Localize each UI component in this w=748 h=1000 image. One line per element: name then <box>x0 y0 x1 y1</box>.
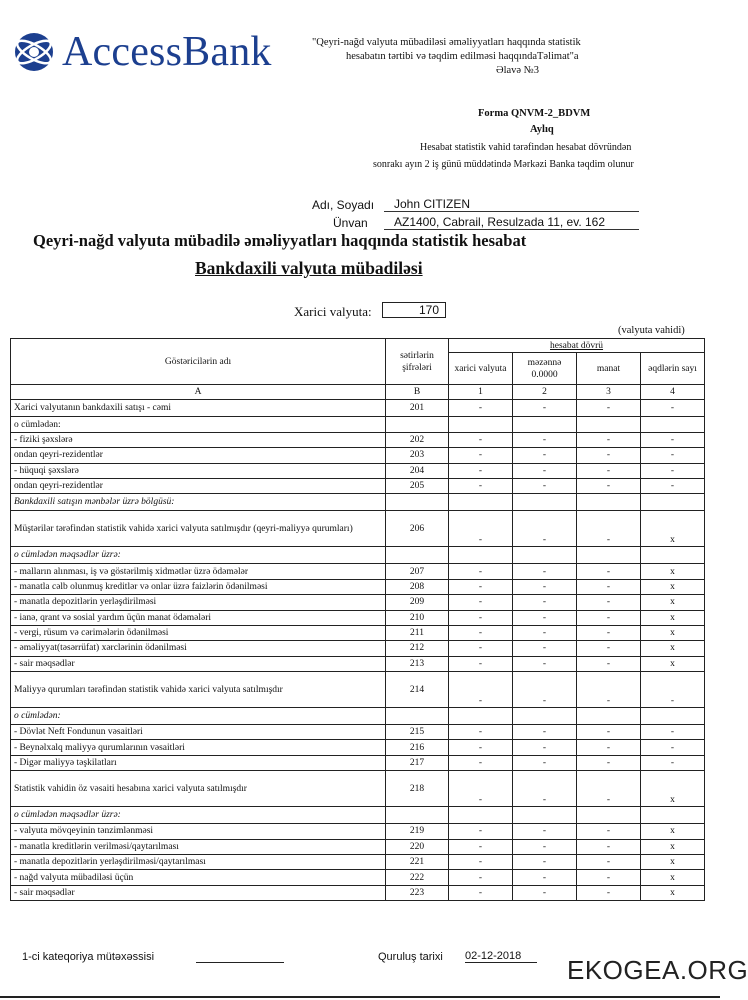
row-code: 204 <box>386 463 449 478</box>
address-label: Ünvan <box>333 216 368 230</box>
row-label: o cümlədən məqsədlər üzrə: <box>11 547 386 564</box>
row-value-cell <box>577 417 641 432</box>
row-label: Xarici valyutanın bankdaxili satışı - cəmi <box>11 400 386 417</box>
row-code: 213 <box>386 656 449 671</box>
name-label: Adı, Soyadı <box>312 198 375 212</box>
row-code: 222 <box>386 870 449 885</box>
row-value-cell: x <box>641 610 705 625</box>
row-value-cell: - <box>513 511 577 547</box>
currency-label: Xarici valyuta: <box>294 304 372 319</box>
form-info-line1: Hesabat statistik vahid tərəfindən hesabat dövründən <box>420 142 632 153</box>
header-exchange-rate <box>513 353 577 385</box>
row-value-cell <box>513 417 577 432</box>
row-value-cell <box>449 417 513 432</box>
row-label: ondan qeyri-rezidentlər <box>11 448 386 463</box>
row-code: 207 <box>386 564 449 579</box>
row-label: - manatla kreditlərin verilməsi/qaytarılması <box>11 839 386 854</box>
row-code: 209 <box>386 595 449 610</box>
table-row <box>11 824 705 839</box>
header-note-line2: hesabatın tərtibi və təqdim edilməsi haqqındaTəlimat"a <box>346 51 579 62</box>
currency-unit: (valyuta vahidi) <box>618 325 685 336</box>
row-value-cell: - <box>577 740 641 755</box>
row-value-cell: x <box>641 564 705 579</box>
row-code: 206 <box>386 511 449 547</box>
row-value-cell: - <box>449 564 513 579</box>
column-index-row <box>11 385 705 400</box>
row-label: - manatla depozitlərin yerləşdirilməsi/qaytarılması <box>11 855 386 870</box>
column-index-cell: 1 <box>449 385 513 400</box>
row-value-cell: - <box>449 824 513 839</box>
row-value-cell: - <box>577 839 641 854</box>
row-value-cell: - <box>641 478 705 493</box>
row-label: ondan qeyri-rezidentlər <box>11 478 386 493</box>
row-value-cell: x <box>641 870 705 885</box>
table-row <box>11 885 705 900</box>
row-label: - Dövlət Neft Fondunun vəsaitləri <box>11 725 386 740</box>
row-value-cell: - <box>449 672 513 708</box>
row-code: 216 <box>386 740 449 755</box>
row-value-cell: - <box>513 448 577 463</box>
row-value-cell: - <box>513 839 577 854</box>
row-value-cell: - <box>513 725 577 740</box>
table-row <box>11 839 705 854</box>
row-code: 221 <box>386 855 449 870</box>
row-value-cell: - <box>449 870 513 885</box>
row-value-cell <box>577 708 641 725</box>
row-code: 202 <box>386 432 449 447</box>
row-value-cell: - <box>577 400 641 417</box>
row-value-cell: - <box>513 564 577 579</box>
table-row <box>11 564 705 579</box>
row-value-cell: - <box>641 672 705 708</box>
row-value-cell: - <box>513 885 577 900</box>
row-value-cell: - <box>577 656 641 671</box>
row-value-cell: x <box>641 839 705 854</box>
row-code: 220 <box>386 839 449 854</box>
row-code: 208 <box>386 579 449 594</box>
row-value-cell: x <box>641 579 705 594</box>
header-reporting-period: hesabat dövrü <box>449 339 705 353</box>
report-subtitle: Bankdaxili valyuta mübadiləsi <box>195 258 423 278</box>
header-foreign-currency: xarici valyuta <box>449 353 513 385</box>
row-value-cell: - <box>449 478 513 493</box>
row-value-cell: - <box>641 725 705 740</box>
bottom-divider <box>0 996 720 998</box>
row-label: - hüquqi şəxslərə <box>11 463 386 478</box>
table-row <box>11 771 705 807</box>
table-row <box>11 625 705 640</box>
table-row <box>11 511 705 547</box>
table-row <box>11 400 705 417</box>
row-value-cell <box>641 417 705 432</box>
row-value-cell: x <box>641 641 705 656</box>
row-value-cell: - <box>513 610 577 625</box>
row-value-cell: - <box>449 400 513 417</box>
row-label: Maliyyə qurumları tərəfindən statistik vahidə xarici valyuta satılmışdır <box>11 672 386 708</box>
row-label: - fiziki şəxslərə <box>11 432 386 447</box>
row-value-cell: - <box>577 672 641 708</box>
table-row <box>11 855 705 870</box>
row-value-cell: - <box>577 771 641 807</box>
table-row <box>11 463 705 478</box>
row-value-cell <box>641 708 705 725</box>
table-row <box>11 494 705 511</box>
row-value-cell: - <box>513 672 577 708</box>
row-code <box>386 708 449 725</box>
row-value-cell: - <box>513 870 577 885</box>
report-table <box>10 338 705 901</box>
row-value-cell: - <box>449 511 513 547</box>
row-value-cell <box>513 547 577 564</box>
row-value-cell: - <box>577 870 641 885</box>
report-title: Qeyri-nağd valyuta mübadilə əməliyyatları haqqında statistik hesabat <box>33 231 527 250</box>
table-row <box>11 656 705 671</box>
row-label: - əməliyyat(təsərrüfat) xərclərinin ödənilməsi <box>11 641 386 656</box>
table-row <box>11 672 705 708</box>
row-value-cell: - <box>577 579 641 594</box>
watermark: EKOGEA.ORG <box>567 955 748 985</box>
row-value-cell: - <box>449 463 513 478</box>
row-code: 201 <box>386 400 449 417</box>
row-code <box>386 547 449 564</box>
row-code: 212 <box>386 641 449 656</box>
form-info-line2: sonrakı ayın 2 iş günü müddətində Mərkəzi Banka təqdim olunur <box>373 159 634 170</box>
row-code: 210 <box>386 610 449 625</box>
row-label: Bankdaxili satışın mənbələr üzrə bölgüsü: <box>11 494 386 511</box>
row-value-cell: x <box>641 656 705 671</box>
row-value-cell: - <box>577 725 641 740</box>
form-period: Aylıq <box>530 124 554 135</box>
row-value-cell: - <box>449 432 513 447</box>
row-value-cell: - <box>513 641 577 656</box>
creation-date-label: Quruluş tarixi <box>378 951 443 963</box>
logo-text: AccessBank <box>62 29 272 75</box>
row-code: 219 <box>386 824 449 839</box>
row-value-cell: - <box>641 755 705 770</box>
row-code: 211 <box>386 625 449 640</box>
row-code: 205 <box>386 478 449 493</box>
row-label: - valyuta mövqeyinin tənzimlənməsi <box>11 824 386 839</box>
row-value-cell <box>449 494 513 511</box>
table-row <box>11 595 705 610</box>
row-value-cell <box>513 494 577 511</box>
name-value: John CITIZEN <box>384 197 639 212</box>
row-value-cell: x <box>641 824 705 839</box>
column-index-cell: 2 <box>513 385 577 400</box>
row-value-cell <box>513 708 577 725</box>
row-value-cell: - <box>513 855 577 870</box>
row-code: 217 <box>386 755 449 770</box>
row-value-cell: - <box>513 463 577 478</box>
row-value-cell: - <box>513 625 577 640</box>
row-value-cell: - <box>513 432 577 447</box>
table-row <box>11 755 705 770</box>
row-value-cell: - <box>449 579 513 594</box>
row-value-cell: - <box>449 755 513 770</box>
row-value-cell: - <box>449 839 513 854</box>
row-value-cell: - <box>449 771 513 807</box>
accessbank-globe-icon <box>12 30 56 74</box>
table-row <box>11 478 705 493</box>
row-value-cell: - <box>641 463 705 478</box>
row-label: - sair məqsədlər <box>11 885 386 900</box>
row-code <box>386 417 449 432</box>
header-indicator-name: Göstəricilərin adı <box>11 339 386 385</box>
row-value-cell <box>449 708 513 725</box>
row-value-cell: - <box>449 885 513 900</box>
table-row <box>11 610 705 625</box>
row-label: - manatla depozitlərin yerləşdirilməsi <box>11 595 386 610</box>
row-code: 218 <box>386 771 449 807</box>
row-label: - nağd valyuta mübadiləsi üçün <box>11 870 386 885</box>
row-code: 203 <box>386 448 449 463</box>
table-row <box>11 740 705 755</box>
row-value-cell: - <box>577 511 641 547</box>
table-row <box>11 708 705 725</box>
row-value-cell <box>513 807 577 824</box>
table-row <box>11 417 705 432</box>
row-value-cell: - <box>449 610 513 625</box>
row-value-cell: - <box>641 448 705 463</box>
row-value-cell: - <box>577 824 641 839</box>
table-row <box>11 807 705 824</box>
form-code: Forma QNVM-2_BDVM <box>478 108 591 119</box>
row-value-cell: - <box>577 885 641 900</box>
column-index-cell: B <box>386 385 449 400</box>
row-value-cell: - <box>513 595 577 610</box>
row-label: - ianə, qrant və sosial yardım üçün manat ödəmələri <box>11 610 386 625</box>
row-value-cell: - <box>449 855 513 870</box>
row-label: Statistik vahidin öz vəsaiti hesabına xarici valyuta satılmışdır <box>11 771 386 807</box>
table-row <box>11 641 705 656</box>
address-value: AZ1400, Cabrail, Resulzada 11, ev. 162 <box>384 215 639 230</box>
row-value-cell: - <box>513 478 577 493</box>
header-note-line1: "Qeyri-nağd valyuta mübadiləsi əməliyyatları haqqında statistik <box>312 37 581 48</box>
accessbank-logo <box>12 30 272 74</box>
row-value-cell: x <box>641 625 705 640</box>
row-label: - malların alınması, iş və göstərilmiş xidmətlər üzrə ödəmələr <box>11 564 386 579</box>
specialist-label: 1-ci kateqoriya mütəxəssisi <box>22 951 155 963</box>
row-value-cell: - <box>641 432 705 447</box>
row-value-cell: - <box>577 478 641 493</box>
row-value-cell <box>577 807 641 824</box>
row-code <box>386 494 449 511</box>
row-value-cell: - <box>513 824 577 839</box>
row-value-cell: - <box>577 564 641 579</box>
row-value-cell: - <box>449 740 513 755</box>
row-value-cell <box>577 494 641 511</box>
row-value-cell: - <box>577 448 641 463</box>
row-label: - Digər maliyyə təşkilatları <box>11 755 386 770</box>
row-value-cell: x <box>641 885 705 900</box>
row-value-cell: x <box>641 855 705 870</box>
row-value-cell <box>449 807 513 824</box>
row-value-cell: - <box>513 740 577 755</box>
header-rate-value: 0.0000 <box>531 369 558 380</box>
row-value-cell: - <box>577 595 641 610</box>
row-value-cell: - <box>513 656 577 671</box>
row-label: - manatla cəlb olunmuş kreditlər və onlar üzrə faizlərin ödənilməsi <box>11 579 386 594</box>
column-index-cell: A <box>11 385 386 400</box>
row-code: 214 <box>386 672 449 708</box>
table-row <box>11 870 705 885</box>
column-index-cell: 3 <box>577 385 641 400</box>
creation-date-value: 02-12-2018 <box>465 950 537 963</box>
header-deal-count: əqdlərin sayı <box>641 353 705 385</box>
row-label: o cümlədən: <box>11 417 386 432</box>
row-value-cell <box>641 807 705 824</box>
row-value-cell <box>449 547 513 564</box>
row-value-cell: x <box>641 511 705 547</box>
table-row <box>11 432 705 447</box>
row-label: Müştərilər tərəfindən statistik vahidə xarici valyuta satılmışdır (qeyri-maliyyə qurumları) <box>11 511 386 547</box>
row-value-cell: - <box>513 400 577 417</box>
header-manat: manat <box>577 353 641 385</box>
currency-code-field: 170 <box>382 302 446 318</box>
column-index-cell: 4 <box>641 385 705 400</box>
row-value-cell: - <box>577 755 641 770</box>
row-value-cell: - <box>449 595 513 610</box>
row-value-cell: x <box>641 595 705 610</box>
header-rate-label: məzənnə <box>527 357 562 368</box>
row-value-cell: - <box>577 641 641 656</box>
table-row <box>11 579 705 594</box>
row-code: 215 <box>386 725 449 740</box>
row-value-cell: - <box>577 610 641 625</box>
row-code <box>386 807 449 824</box>
row-label: o cümlədən məqsədlər üzrə: <box>11 807 386 824</box>
row-value-cell: - <box>449 725 513 740</box>
row-label: o cümlədən: <box>11 708 386 725</box>
row-value-cell: - <box>449 641 513 656</box>
row-value-cell: - <box>577 625 641 640</box>
row-label: - sair məqsədlər <box>11 656 386 671</box>
row-value-cell: x <box>641 771 705 807</box>
row-value-cell <box>641 547 705 564</box>
row-value-cell: - <box>449 448 513 463</box>
table-row <box>11 547 705 564</box>
row-value-cell: - <box>641 740 705 755</box>
row-value-cell: - <box>641 400 705 417</box>
row-value-cell: - <box>577 463 641 478</box>
row-label: - Beynəlxalq maliyyə qurumlarının vəsaitləri <box>11 740 386 755</box>
header-note <box>312 36 642 78</box>
header-note-line3: Əlavə №3 <box>496 65 539 76</box>
table-row <box>11 448 705 463</box>
header-row-codes: sətirlərin şifrələri <box>386 339 449 385</box>
table-row <box>11 725 705 740</box>
row-value-cell <box>577 547 641 564</box>
row-label: - vergi, rüsum və cərimələrin ödənilməsi <box>11 625 386 640</box>
specialist-signature-line <box>196 962 284 963</box>
row-code: 223 <box>386 885 449 900</box>
row-value-cell: - <box>577 432 641 447</box>
row-value-cell: - <box>449 656 513 671</box>
row-value-cell: - <box>513 771 577 807</box>
row-value-cell <box>641 494 705 511</box>
row-value-cell: - <box>449 625 513 640</box>
row-value-cell: - <box>513 579 577 594</box>
row-value-cell: - <box>577 855 641 870</box>
row-value-cell: - <box>513 755 577 770</box>
